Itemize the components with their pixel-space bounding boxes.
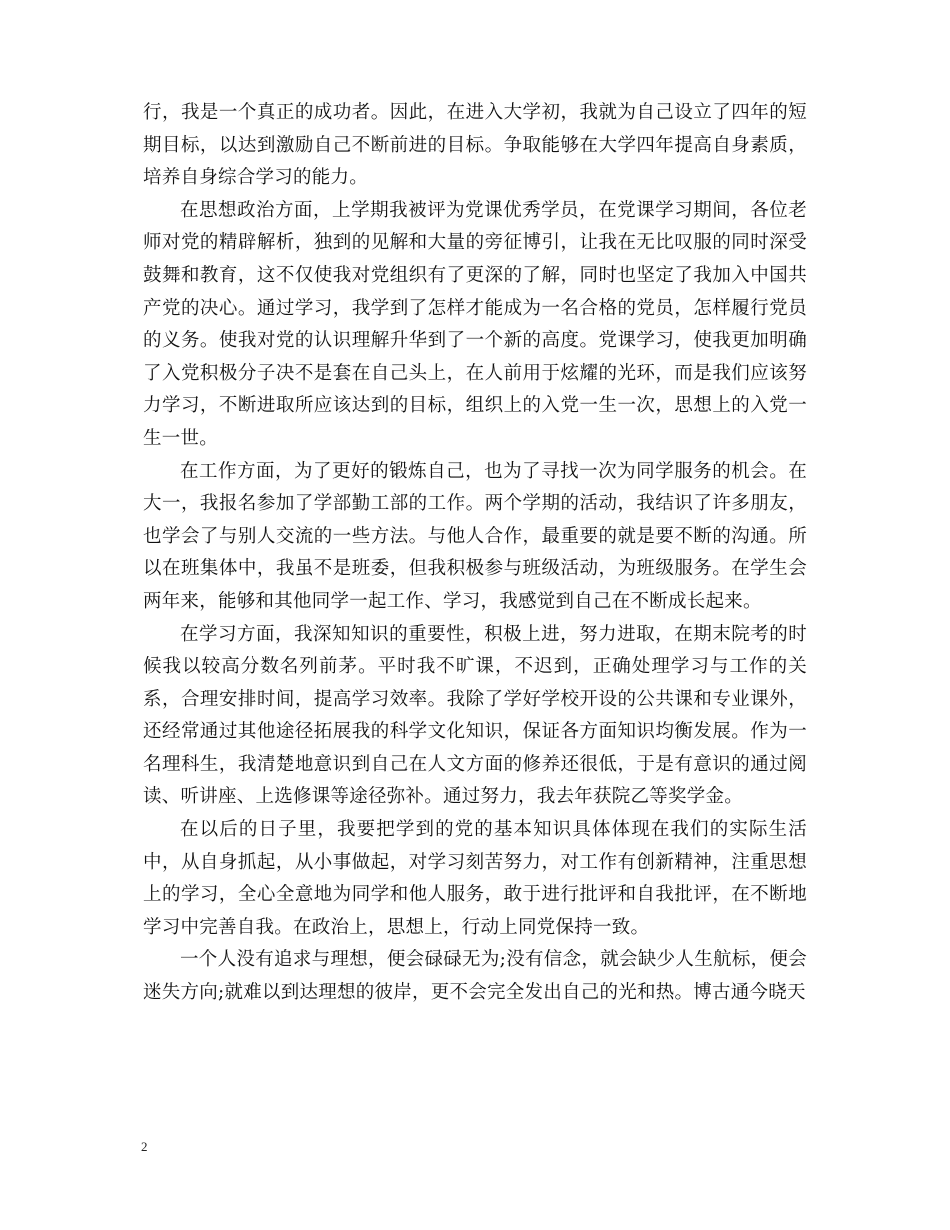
document-body — [143, 97, 807, 1010]
page-number: 2 — [141, 1139, 148, 1154]
paragraph-study: 在学习方面，我深知知识的重要性，积极上进，努力进取，在期末院考的时候我以较高分数名列前茅。平时我不旷课，不迟到，正确处理学习与工作的关系，合理安排时间，提高学习效率。我除了学好学校开设的公共课和专业课外，还经常通过其他途径拓展我的科学文化知识，保证各方面知识均衡发展。作为一名理科生，我清楚地意识到自己在人文方面的修养还很低，于是有意识的通过阅读、听讲座、上选修课等途径弥补。通过努力，我去年获院乙等奖学金。 — [143, 623, 807, 808]
paragraph-ideals: 一个人没有追求与理想，便会碌碌无为;没有信念，就会缺少人生航标，便会迷失方向;就难以到达理想的彼岸，更不会完全发出自己的光和热。博古通今晓天 — [143, 949, 807, 1004]
paragraph-political-thought: 在思想政治方面，上学期我被评为党课优秀学员，在党课学习期间，各位老师对党的精辟解析，独到的见解和大量的旁征博引，让我在无比叹服的同时深受鼓舞和教育，这不仅使我对党组织有了更深的了解，同时也坚定了我加入中国共产党的决心。通过学习，我学到了怎样才能成为一名合格的党员，怎样履行党员的义务。使我对党的认识理解升华到了一个新的高度。党课学习，使我更加明确了入党积极分子决不是套在自己头上，在人前用于炫耀的光环，而是我们应该努力学习，不断进取所应该达到的目标，组织上的入党一生一次，思想上的入党一生一世。 — [143, 199, 807, 449]
paragraph-work: 在工作方面，为了更好的锻炼自己，也为了寻找一次为同学服务的机会。在大一，我报名参加了学部勤工部的工作。两个学期的活动，我结识了许多朋友，也学会了与别人交流的一些方法。与他人合作，最重要的就是要不断的沟通。所以在班集体中，我虽不是班委，但我积极参与班级活动，为班级服务。在学生会两年来，能够和其他同学一起工作、学习，我感觉到自己在不断成长起来。 — [143, 460, 807, 612]
paragraph-future: 在以后的日子里，我要把学到的党的基本知识具体体现在我们的实际生活中，从自身抓起，从小事做起，对学习刻苦努力，对工作有创新精神，注重思想上的学习，全心全意地为同学和他人服务，敢于进行批评和自我批评，在不断地学习中完善自我。在政治上，思想上，行动上同党保持一致。 — [143, 819, 807, 938]
paragraph-continuation: 行，我是一个真正的成功者。因此，在进入大学初，我就为自己设立了四年的短期目标，以达到激励自己不断前进的目标。争取能够在大学四年提高自身素质，培养自身综合学习的能力。 — [143, 102, 807, 189]
